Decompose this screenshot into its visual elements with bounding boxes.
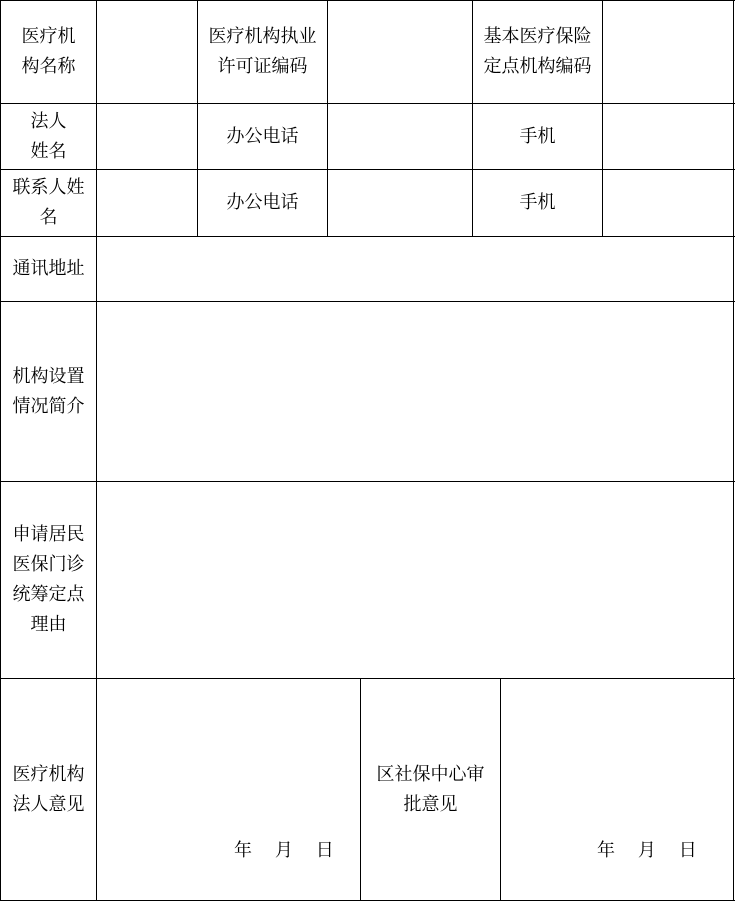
contact-office-phone-label — [198, 170, 327, 236]
label-line: 姓名 — [30, 140, 67, 162]
institution-overview-field[interactable] — [97, 302, 733, 481]
rule — [0, 900, 735, 901]
label-line: 统筹定点 — [12, 584, 85, 605]
address-field[interactable] — [97, 237, 733, 301]
label-line: 批意见 — [403, 793, 458, 815]
legal-rep-name-label — [1, 104, 96, 169]
label-line: 定点机构编码 — [483, 56, 592, 77]
label-line: 区社保中心审 — [376, 763, 485, 785]
label-line: 办公电话 — [226, 125, 299, 147]
application-reason-field[interactable] — [97, 482, 733, 678]
label-line: 医疗机 — [21, 26, 76, 47]
institution-overview-label — [1, 302, 96, 481]
rule — [733, 0, 734, 901]
institution-name-field[interactable] — [97, 1, 197, 103]
social-security-approval-label — [361, 679, 500, 900]
label-line: 许可证编码 — [217, 56, 308, 77]
label-line: 法人意见 — [12, 793, 85, 815]
contact-mobile-label — [473, 170, 602, 236]
label-line: 理由 — [30, 614, 67, 635]
label-line: 医保门诊 — [12, 554, 85, 575]
label-line: 基本医疗保险 — [483, 26, 592, 47]
label-line: 构名称 — [21, 56, 76, 77]
license-code-label — [198, 1, 327, 103]
legal-rep-opinion-field[interactable] — [97, 679, 360, 900]
contact-mobile-field[interactable] — [603, 170, 733, 236]
label-line: 手机 — [519, 125, 556, 147]
label-line: 联系人姓 — [12, 177, 85, 198]
label-line: 医疗机构执业 — [208, 26, 317, 47]
label-line: 通讯地址 — [12, 258, 85, 279]
label-line: 机构设置 — [12, 365, 85, 387]
contact-office-phone-field[interactable] — [328, 170, 472, 236]
label-line: 办公电话 — [226, 192, 299, 213]
address-label — [1, 237, 96, 301]
legal-rep-office-phone-label — [198, 104, 327, 169]
legal-rep-opinion-label — [1, 679, 96, 900]
label-line: 申请居民 — [12, 524, 85, 545]
legal-rep-name-field[interactable] — [97, 104, 197, 169]
insurance-code-label — [473, 1, 602, 103]
social-security-approval-field[interactable] — [501, 679, 733, 900]
legal-rep-mobile-label — [473, 104, 602, 169]
label-line: 法人 — [30, 110, 67, 132]
license-code-field[interactable] — [328, 1, 472, 103]
legal-rep-date: 年 月 日 — [234, 840, 334, 861]
label-line: 名 — [39, 207, 58, 228]
institution-name-label — [1, 1, 96, 103]
insurance-code-field[interactable] — [603, 1, 733, 103]
contact-name-field[interactable] — [97, 170, 197, 236]
label-line: 情况简介 — [12, 395, 85, 417]
legal-rep-mobile-field[interactable] — [603, 104, 733, 169]
legal-rep-office-phone-field[interactable] — [328, 104, 472, 169]
approval-date: 年 月 日 — [597, 840, 697, 861]
label-line: 手机 — [519, 192, 556, 213]
application-reason-label — [1, 482, 96, 678]
contact-name-label — [1, 170, 96, 236]
label-line: 医疗机构 — [12, 763, 85, 785]
